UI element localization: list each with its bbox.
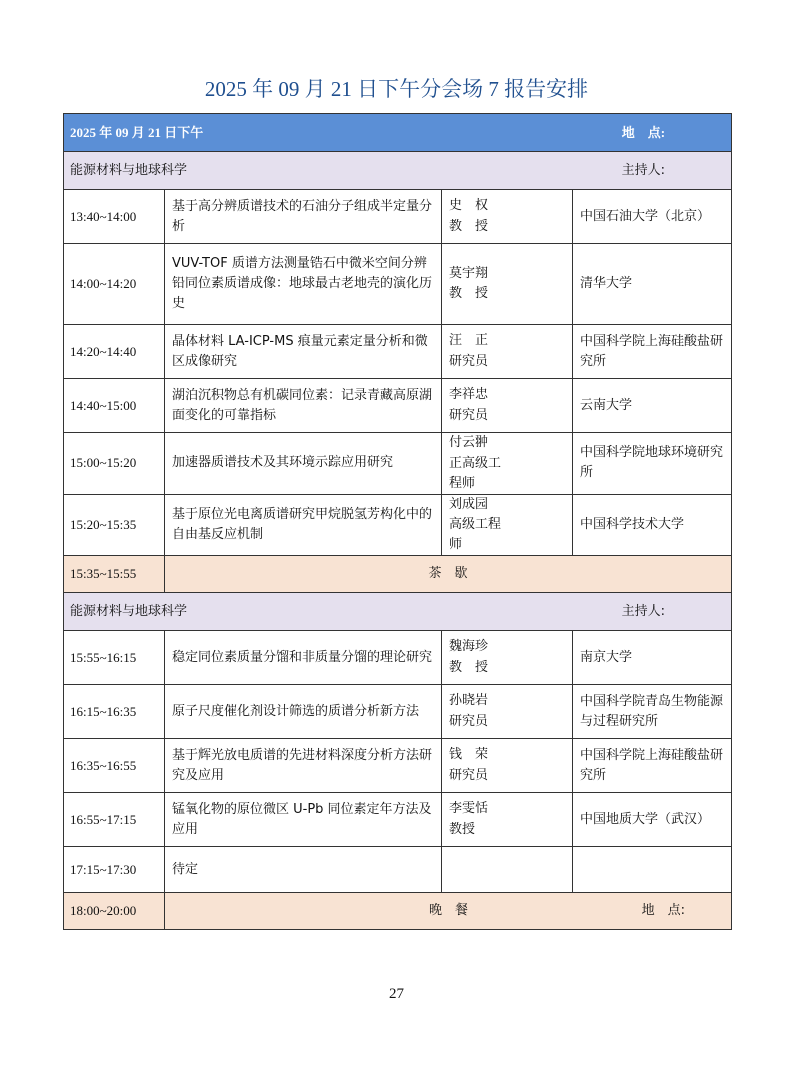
talk-affiliation: 南京大学	[573, 631, 732, 685]
talk-affiliation: 中国科学技术大学	[573, 494, 732, 556]
talk-time: 15:55~16:15	[64, 631, 165, 685]
speaker-title: 正高级工程师	[449, 455, 502, 491]
talk-time: 16:15~16:35	[64, 685, 165, 739]
talk-row	[64, 847, 732, 893]
dinner-cell	[165, 893, 732, 930]
talk-affiliation: 中国科学院上海硅酸盐研究所	[573, 325, 732, 379]
speaker-name: 刘成园	[449, 496, 489, 512]
talk-title: 基于辉光放电质谱的先进材料深度分析方法研究及应用	[165, 739, 442, 793]
session-row	[64, 152, 732, 190]
talk-title: 湖泊沉积物总有机碳同位素：记录青藏高原湖面变化的可靠指标	[165, 379, 442, 433]
dinner-row	[64, 893, 732, 930]
host-label: 主持人:	[621, 603, 666, 619]
page-number: 27	[389, 986, 404, 1002]
talk-speaker	[442, 433, 573, 495]
talk-row	[64, 793, 732, 847]
talk-row	[64, 631, 732, 685]
talk-speaker	[442, 325, 573, 379]
speaker-title: 高级工程师	[449, 517, 502, 552]
talk-speaker	[442, 190, 573, 244]
speaker-name: 史 权	[449, 198, 489, 213]
talk-title: VUV-TOF 质谱方法测量锆石中微米空间分辨铅同位素质谱成像：地球最古老地壳的演化历史	[165, 244, 442, 325]
talk-affiliation: 中国科学院地球环境研究所	[573, 433, 732, 495]
speaker-title: 研究员	[449, 407, 489, 423]
talk-affiliation: 中国石油大学（北京）	[573, 190, 732, 244]
header-location-label: 地 点:	[621, 124, 666, 140]
talk-affiliation: 中国科学院青岛生物能源与过程研究所	[573, 685, 732, 739]
talk-row	[64, 433, 732, 495]
talk-time: 14:20~14:40	[64, 325, 165, 379]
dinner-label: 晚 餐	[429, 903, 469, 918]
talk-title: 待定	[165, 847, 442, 893]
talk-time: 16:35~16:55	[64, 739, 165, 793]
talk-row	[64, 325, 732, 379]
speaker-name: 李祥忠	[449, 387, 489, 402]
talk-time: 17:15~17:30	[64, 847, 165, 893]
session-name: 能源材料与地球科学	[70, 603, 188, 619]
talk-speaker	[442, 793, 573, 847]
talk-time: 15:00~15:20	[64, 433, 165, 495]
talk-speaker	[442, 379, 573, 433]
header-row	[64, 114, 732, 152]
talk-affiliation: 中国地质大学（武汉）	[573, 793, 732, 847]
talk-time: 14:40~15:00	[64, 379, 165, 433]
talk-affiliation	[573, 847, 732, 893]
schedule-table	[63, 113, 732, 930]
header-date: 2025 年 09 月 21 日下午	[70, 124, 204, 140]
talk-time: 16:55~17:15	[64, 793, 165, 847]
talk-time: 15:20~15:35	[64, 494, 165, 556]
talk-row	[64, 494, 732, 556]
speaker-title: 教授	[449, 821, 476, 837]
session-row	[64, 593, 732, 631]
speaker-name: 孙晓岩	[449, 693, 489, 708]
talk-time: 14:00~14:20	[64, 244, 165, 325]
talk-affiliation: 云南大学	[573, 379, 732, 433]
speaker-name: 汪 正	[449, 333, 489, 348]
talk-speaker	[442, 631, 573, 685]
speaker-title: 教 授	[449, 218, 489, 234]
speaker-title: 研究员	[449, 767, 489, 783]
tea-break-row	[64, 556, 732, 593]
talk-row	[64, 379, 732, 433]
speaker-title: 研究员	[449, 713, 489, 729]
speaker-name: 莫宇翔	[449, 265, 489, 281]
talk-title: 稳定同位素质量分馏和非质量分馏的理论研究	[165, 631, 442, 685]
speaker-title: 研究员	[449, 353, 489, 369]
talk-affiliation: 清华大学	[573, 244, 732, 325]
dinner-location-label: 地 点:	[641, 903, 686, 918]
talk-speaker	[442, 685, 573, 739]
document-title: 2025 年 09 月 21 日下午分会场 7 报告安排	[204, 77, 589, 101]
talk-title: 基于原位光电离质谱研究甲烷脱氢芳构化中的自由基反应机制	[165, 494, 442, 556]
talk-speaker	[442, 494, 573, 556]
speaker-title: 教 授	[449, 286, 489, 301]
speaker-name: 付云翀	[449, 435, 489, 450]
host-label: 主持人:	[621, 162, 666, 178]
talk-speaker	[442, 847, 573, 893]
talk-title: 加速器质谱技术及其环境示踪应用研究	[165, 433, 442, 495]
talk-row	[64, 244, 732, 325]
speaker-name: 李雯恬	[449, 801, 489, 816]
dinner-time: 18:00~20:00	[64, 893, 165, 930]
talk-title: 基于高分辨质谱技术的石油分子组成半定量分析	[165, 190, 442, 244]
talk-speaker	[442, 244, 573, 325]
speaker-name: 钱 荣	[449, 747, 489, 762]
speaker-title: 教 授	[449, 659, 489, 675]
talk-title: 晶体材料 LA-ICP-MS 痕量元素定量分析和微区成像研究	[165, 325, 442, 379]
talk-time: 13:40~14:00	[64, 190, 165, 244]
session-name: 能源材料与地球科学	[70, 162, 188, 178]
talk-row	[64, 685, 732, 739]
talk-row	[64, 739, 732, 793]
talk-title: 原子尺度催化剂设计筛选的质谱分析新方法	[165, 685, 442, 739]
tea-break-time: 15:35~15:55	[64, 556, 165, 593]
talk-speaker	[442, 739, 573, 793]
talk-row	[64, 190, 732, 244]
talk-affiliation: 中国科学院上海硅酸盐研究所	[573, 739, 732, 793]
speaker-name: 魏海珍	[449, 639, 489, 654]
tea-break-label: 茶 歇	[165, 556, 732, 593]
talk-title: 锰氧化物的原位微区 U-Pb 同位素定年方法及应用	[165, 793, 442, 847]
